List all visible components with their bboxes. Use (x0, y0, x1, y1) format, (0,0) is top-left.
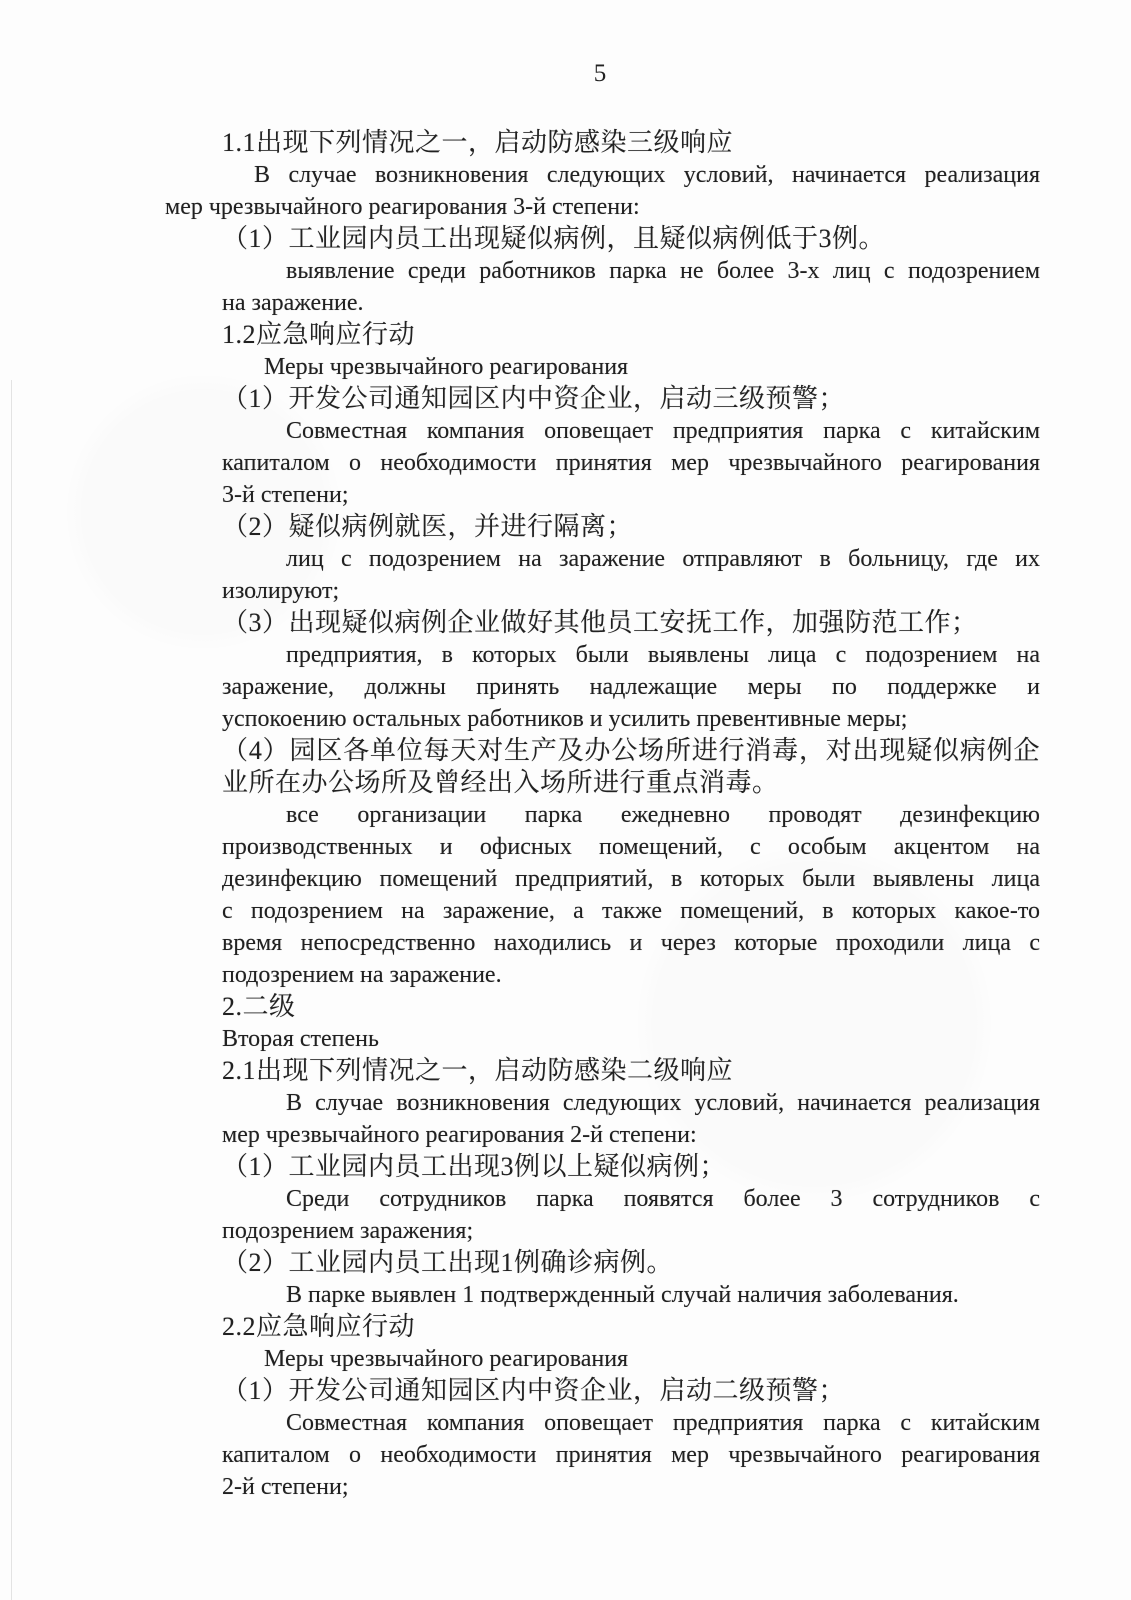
heading-2-2: 2.2应急响应行动 (222, 1312, 416, 1341)
text-line: Среди сотрудников парка появятся более 3 сотрудников с (286, 1186, 1040, 1212)
heading-2-1: 2.1出现下列情况之一，启动防感染二级响应 (222, 1056, 734, 1085)
text-line: В случае возникновения следующих условий, начинается реализация (286, 1090, 1040, 1116)
list-item-zh: （2）工业园内员工出现1例确诊病例。 (222, 1248, 674, 1277)
text-line: дезинфекцию помещений предприятий, в которых были выявлены лица (222, 866, 1040, 892)
text-line: с подозрением на заражение, а также помещений, в которых какое-то (222, 898, 1040, 924)
text-line: заражение, должны принять надлежащие меры по поддержке и (222, 674, 1040, 700)
text-line: успокоению остальных работников и усилить превентивные меры; (222, 706, 908, 732)
text-line: время непосредственно находились и через которые проходили лица с (222, 930, 1040, 956)
subheading-ru: Вторая степень (222, 1026, 379, 1052)
text-line: В случае возникновения следующих условий, начинается реализация (254, 162, 1040, 188)
text-line: Совместная компания оповещает предприятия парка с китайским (286, 1410, 1040, 1436)
heading-1-1: 1.1出现下列情况之一，启动防感染三级响应 (222, 128, 734, 157)
text-line: производственных и офисных помещений, с особым акцентом на (222, 834, 1040, 860)
text-line: все организации парка ежедневно проводят дезинфекцию (286, 802, 1040, 828)
list-item-zh: （4）园区各单位每天对生产及办公场所进行消毒，对出现疑似病例企 (222, 736, 1040, 765)
text-line: на заражение. (222, 290, 364, 316)
text-line: лиц с подозрением на заражение отправляют в больницу, где их (286, 546, 1040, 572)
text-line: Совместная компания оповещает предприятия парка с китайским (286, 418, 1040, 444)
list-item-zh: （1）开发公司通知园区内中资企业，启动二级预警； (222, 1376, 846, 1405)
heading-2: 2.二级 (222, 992, 296, 1021)
text-line: мер чрезвычайного реагирования 3-й степени: (165, 194, 640, 220)
text-line: В парке выявлен 1 подтвержденный случай наличия заболевания. (286, 1282, 959, 1308)
text-line: подозрением на заражение. (222, 962, 502, 988)
text-line: капиталом о необходимости принятия мер чрезвычайного реагирования (222, 450, 1040, 476)
scan-edge-line (11, 380, 12, 1600)
list-item-zh: （1）开发公司通知园区内中资企业，启动三级预警； (222, 384, 846, 413)
heading-1-2: 1.2应急响应行动 (222, 320, 416, 349)
document-body (165, 127, 1040, 1503)
subheading-ru: Меры чрезвычайного реагирования (264, 354, 629, 380)
text-line: подозрением заражения; (222, 1218, 474, 1244)
text-line: мер чрезвычайного реагирования 2-й степени: (222, 1122, 697, 1148)
subheading-ru: Меры чрезвычайного реагирования (264, 1346, 629, 1372)
list-item-zh: （2）疑似病例就医，并进行隔离； (222, 512, 634, 541)
text-line: выявление среди работников парка не более 3-х лиц с подозрением (286, 258, 1040, 284)
text-line: 3-й степени; (222, 482, 349, 508)
text-line: 2-й степени; (222, 1474, 349, 1500)
text-line: изолируют; (222, 578, 340, 604)
text-line: капиталом о необходимости принятия мер чрезвычайного реагирования (222, 1442, 1040, 1468)
text-line: 业所在办公场所及曾经出入场所进行重点消毒。 (222, 768, 779, 797)
list-item-zh: （1）工业园内员工出现3例以上疑似病例； (222, 1152, 727, 1181)
text-line: предприятия, в которых были выявлены лица с подозрением на (286, 642, 1040, 668)
list-item-zh: （3）出现疑似病例企业做好其他员工安抚工作，加强防范工作； (222, 608, 978, 637)
list-item-zh: （1）工业园内员工出现疑似病例，且疑似病例低于3例。 (222, 224, 886, 253)
page-number: 5 (593, 60, 607, 87)
